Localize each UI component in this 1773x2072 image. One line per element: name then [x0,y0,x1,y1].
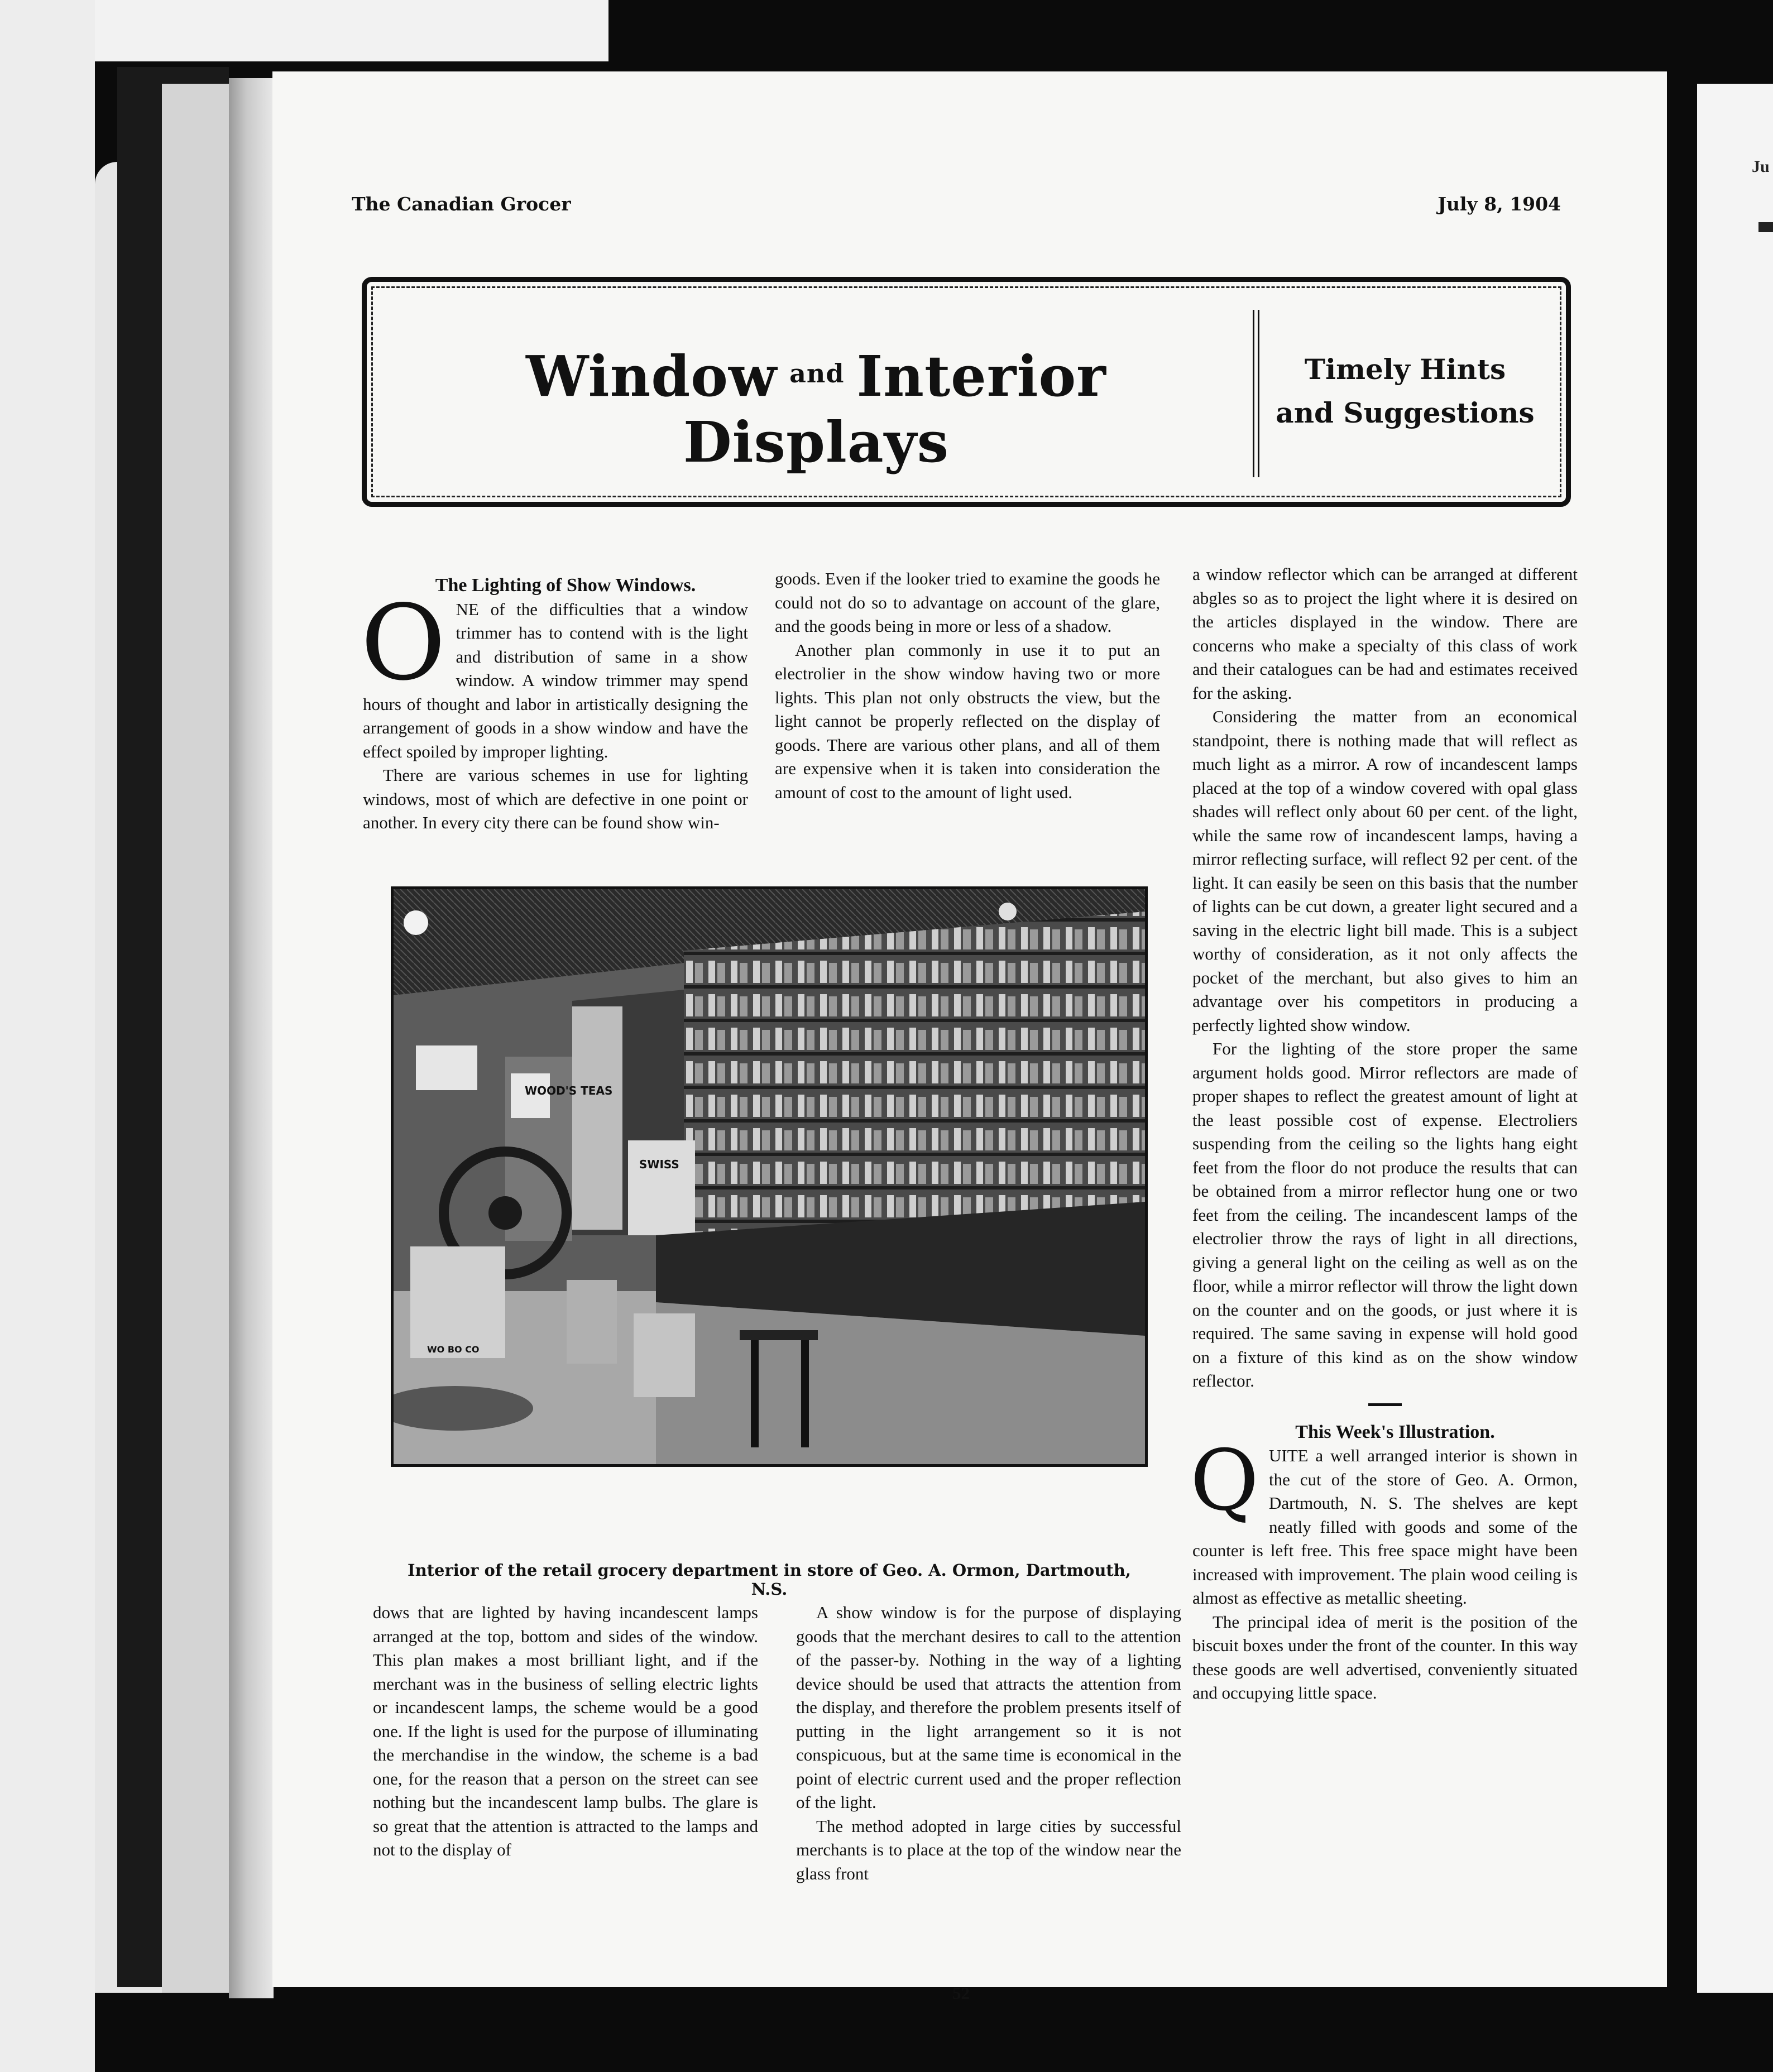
title-word-window: Window [526,343,778,409]
section-banner [362,277,1571,507]
photo-sign-swiss: SWISS [639,1158,679,1171]
article-column-3 [1192,563,1578,1705]
article-paragraph: The method adopted in large cities by successful merchants is to place at the top of the window near the glass front [796,1816,1181,1883]
publication-name: The Canadian Grocer [352,193,571,215]
photo-sign-woods: WOOD'S TEAS [525,1084,613,1097]
article-paragraph: For the lighting of the store proper the same argument holds good. Mirror reflectors are made of proper shapes to reflect the greatest amount of light at the least possible cost of expense. Electroliers suspending from the ceiling so the lights hang eight feet from the floor do not produce the results that can be obtained from a mirror reflector hung one or two feet from the ceiling. The incandescent lamps of the electrolier throw the rays of light in all directions, giving a general light on the ceiling as well as on the floor, while a mirror reflector will throw the light down on the counter and on the goods, or just where it is required. The same saving in expense will hold good on a fixture of this kind as on the show window reflector. [1192,1039,1578,1390]
title-word-interior-displays: Interior Displays [683,343,1106,475]
drop-cap: Q [1190,1432,1259,1529]
article-paragraph: goods. Even if the looker tried to examine the goods he could not do so to advantage on account of the glare, and the goods being in more or less of a shadow. [775,569,1160,636]
drop-cap: O [361,582,446,703]
magazine-page [272,71,1667,2003]
article-column-1 [363,574,748,835]
photo-illustration [394,889,1145,1464]
article-heading: The Lighting of Show Windows. [435,575,696,596]
article-paragraph: dows that are lighted by having incandescent lamps arranged at the top, bottom and sides of the window. This plan makes a most brilliant light, and if the merchant was in the business of selling electric lights or incandescent lamps, the scheme would be a good one. If the light is used for the purpose of illuminating the merchandise in the window, the scheme is a bad one, for the reason that a person on the street can see nothing but the incandescent lamp bulbs. The glare is so great that the attention is attracted to the lamps and not to the display of [373,1603,758,1859]
next-page-edge [1697,84,1773,1993]
article-paragraph: a window reflector which can be arranged at different abgles so as to project the light where it is desired on the articles displayed in the window. There are concerns who make a specialty of this class of work and their catalogues can be had and estimates received for the asking. [1192,564,1578,703]
article-paragraph: A show window is for the purpose of displaying goods that the merchant desires to call to the attention of the passer-by. Nothing in the way of a lighting device should be used that attracts the attention from the display, and therefore the problem presents itself of putting in the light arrangement so it is not conspicuous, but at the same time is economical in the point of electric current used and the proper reflection of the light. [796,1603,1181,1812]
scan-margin [0,0,95,2072]
subtitle-line-1: Timely Hints [1304,353,1506,386]
section-title [397,343,1235,475]
store-interior-photo [391,886,1148,1467]
paragraph-text: NE of the difficulties that a window trimmer has to contend with is the light and distribution of same in a show window. A window trimmer may spend hours of thought and labor in artistically designing the arrangement of goods in a show window and have the effect spoiled by improper lighting. [363,599,748,761]
paragraph-text: UITE a well arranged interior is shown in the cut of the store of Geo. A. Ormon, Dartmouth, N. S. The shelves are kept neatly filled with goods and some of the counter is left free. This free space might have been increased with improvement. The plain wood ceiling is almost as effective as metallic sheeting. [1192,1446,1578,1608]
article-column-2 [775,567,1160,804]
article-paragraph: There are various schemes in use for lighting windows, most of which are defective in one point or another. In every city there can be found show win- [363,765,748,832]
page-gutter [229,78,274,1998]
article-column-2-continued [796,1601,1181,1886]
subtitle-line-2: and Suggestions [1276,396,1535,429]
next-page-fragment: Ju [1752,157,1770,176]
issue-date: July 8, 1904 [1437,193,1561,215]
article-column-1-continued [373,1601,758,1862]
title-word-and: and [789,358,845,388]
illustration-heading: This Week's Illustration. [1295,1421,1495,1442]
article-paragraph [1190,1432,1578,1610]
section-subtitle [1271,348,1539,435]
photo-caption: Interior of the retail grocery department in store of Geo. A. Ormon, Dartmouth, N.S. [408,1561,1131,1599]
article-paragraph: Considering the matter from an economical standpoint, there is nothing made that will reflect as much light as a mirror. A row of incandescent lamps placed at the top of a window covered with opal glass shades will reflect only about 60 per cent. of the light, while the same row of incandescent lamps, having a mirror reflecting surface, will reflect 92 per cent. of the light. It can easily be seen on this basis that the number of lights can be cut down, a greater light secured and a saving in the electric light bill made. This is a subject worthy of consideration, as it not only affects the pocket of the merchant, but also gives to him an advantage over his competitors in producing a perfectly lighted show window. [1192,707,1578,1035]
next-page-mark [1758,222,1773,232]
article-paragraph: Another plan commonly in use it to put an electrolier in the show window having two or more lights. This plan not only obstructs the view, but the light cannot be properly reflected on the display of goods. There are various other plans, and all of them are expensive when it is taken into consideration the amount of cost to the amount of light used. [775,640,1160,802]
banner-divider [1253,310,1259,477]
section-divider [1368,1403,1402,1406]
book-binding-edge [162,84,229,1993]
page-number: 52 [952,1983,970,2003]
article-paragraph: The principal idea of merit is the position of the biscuit boxes under the front of the counter. In this way these goods are well advertised, conveniently situated and occupying little space. [1192,1611,1578,1702]
photo-crate-label: WO BO CO [427,1344,480,1355]
